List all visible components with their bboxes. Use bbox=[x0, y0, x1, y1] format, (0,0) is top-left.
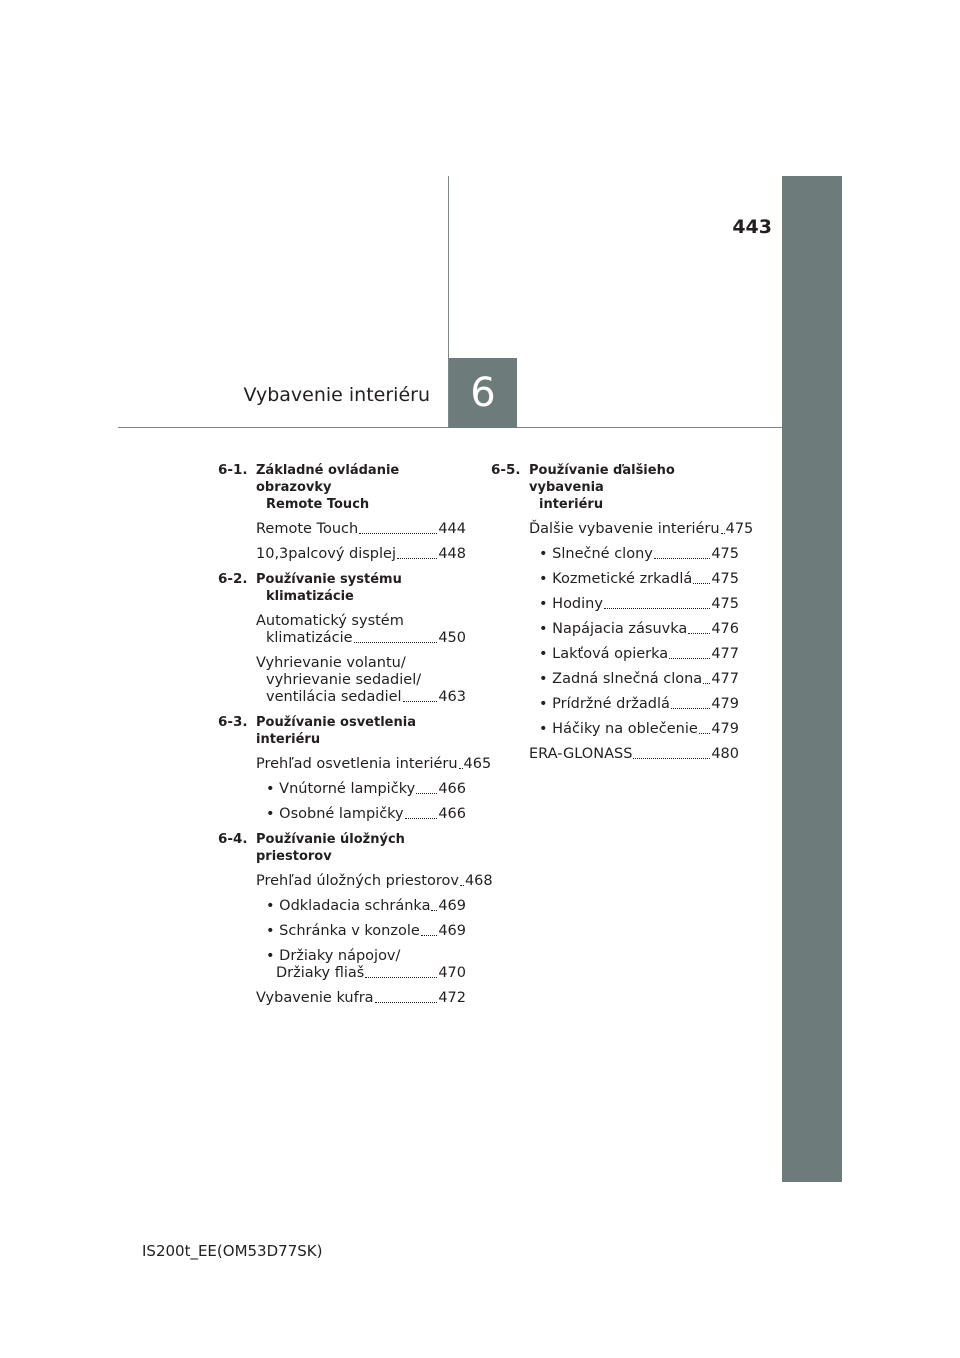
toc-entry[interactable]: • Odkladacia schránka 469 bbox=[266, 898, 466, 914]
toc-entry[interactable]: • Držiaky nápojov/ Držiaky fliaš 470 bbox=[266, 948, 466, 981]
toc-entry[interactable]: 10,3palcový displej 448 bbox=[256, 546, 466, 562]
section-title: Základné ovládanie obrazovky Remote Touch bbox=[256, 463, 400, 512]
toc-section-6-4 bbox=[218, 831, 466, 865]
section-title: Používanie ďalšieho vybavenia interiéru bbox=[529, 463, 675, 512]
chapter-side-tab bbox=[782, 176, 842, 1182]
leader-dots bbox=[688, 633, 710, 634]
leader-dots bbox=[354, 642, 438, 643]
leader-dots bbox=[721, 533, 725, 534]
section-title: Používanie systému klimatizácie bbox=[256, 572, 402, 604]
section-title: Používanie úložných priestorov bbox=[256, 832, 405, 864]
toc-entry[interactable]: Vyhrievanie volantu/ vyhrievanie sedadiel/ ventilácia sedadiel 463 bbox=[256, 655, 466, 705]
toc-entry[interactable]: • Kozmetické zrkadlá 475 bbox=[539, 571, 739, 587]
chapter-title: Vybavenie interiéru bbox=[243, 384, 430, 406]
leader-dots bbox=[375, 1002, 438, 1003]
leader-dots bbox=[397, 558, 437, 559]
leader-dots bbox=[699, 733, 711, 734]
leader-dots bbox=[633, 758, 710, 759]
toc-section-6-3 bbox=[218, 714, 466, 748]
toc-entry[interactable]: Remote Touch 444 bbox=[256, 521, 466, 537]
toc-entry[interactable]: • Prídržné držadlá 479 bbox=[539, 696, 739, 712]
toc-entry[interactable]: • Zadná slnečná clona 477 bbox=[539, 671, 739, 687]
toc-entry[interactable]: • Hodiny 475 bbox=[539, 596, 739, 612]
toc-column-right bbox=[491, 462, 754, 771]
toc-section-6-1 bbox=[218, 462, 466, 513]
toc-entry[interactable]: • Schránka v konzole 469 bbox=[266, 923, 466, 939]
chapter-number-box: 6 bbox=[449, 358, 517, 428]
leader-dots bbox=[460, 885, 464, 886]
section-number: 6-1. bbox=[218, 462, 248, 478]
leader-dots bbox=[604, 608, 710, 609]
toc-entry[interactable]: Ďalšie vybavenie interiéru 475 bbox=[529, 521, 754, 537]
section-number: 6-4. bbox=[218, 831, 248, 847]
leader-dots bbox=[703, 683, 710, 684]
toc-entry[interactable]: Prehľad úložných priestorov 468 bbox=[256, 873, 493, 889]
leader-dots bbox=[421, 935, 438, 936]
section-title: Používanie osvetlenia interiéru bbox=[256, 715, 416, 747]
page-number: 443 bbox=[732, 216, 772, 238]
leader-dots bbox=[693, 583, 710, 584]
leader-dots bbox=[459, 768, 463, 769]
section-number: 6-2. bbox=[218, 571, 248, 587]
section-number: 6-5. bbox=[491, 462, 521, 478]
leader-dots bbox=[359, 533, 437, 534]
leader-dots bbox=[405, 818, 438, 819]
toc-entry[interactable]: ERA-GLONASS 480 bbox=[529, 746, 739, 762]
toc-entry[interactable]: • Napájacia zásuvka 476 bbox=[539, 621, 739, 637]
leader-dots bbox=[365, 977, 437, 978]
toc-entry[interactable]: • Osobné lampičky 466 bbox=[266, 806, 466, 822]
leader-dots bbox=[431, 910, 437, 911]
leader-dots bbox=[416, 793, 437, 794]
toc-entry[interactable]: • Lakťová opierka 477 bbox=[539, 646, 739, 662]
document-code-footer: IS200t_EE(OM53D77SK) bbox=[142, 1242, 323, 1260]
toc-entry[interactable]: • Vnútorné lampičky 466 bbox=[266, 781, 466, 797]
toc-entry[interactable]: • Háčiky na oblečenie 479 bbox=[539, 721, 739, 737]
toc-entry[interactable]: Vybavenie kufra 472 bbox=[256, 990, 466, 1006]
toc-section-6-2 bbox=[218, 571, 466, 605]
toc-entry[interactable]: Prehľad osvetlenia interiéru 465 bbox=[256, 756, 492, 772]
leader-dots bbox=[669, 658, 710, 659]
leader-dots bbox=[654, 558, 710, 559]
toc-entry[interactable]: • Slnečné clony 475 bbox=[539, 546, 739, 562]
toc-section-6-5 bbox=[491, 462, 739, 513]
section-number: 6-3. bbox=[218, 714, 248, 730]
toc-entry[interactable]: Automatický systém klimatizácie 450 bbox=[256, 613, 466, 646]
leader-dots bbox=[403, 701, 438, 702]
leader-dots bbox=[671, 708, 710, 709]
toc-column-left bbox=[218, 462, 493, 1015]
